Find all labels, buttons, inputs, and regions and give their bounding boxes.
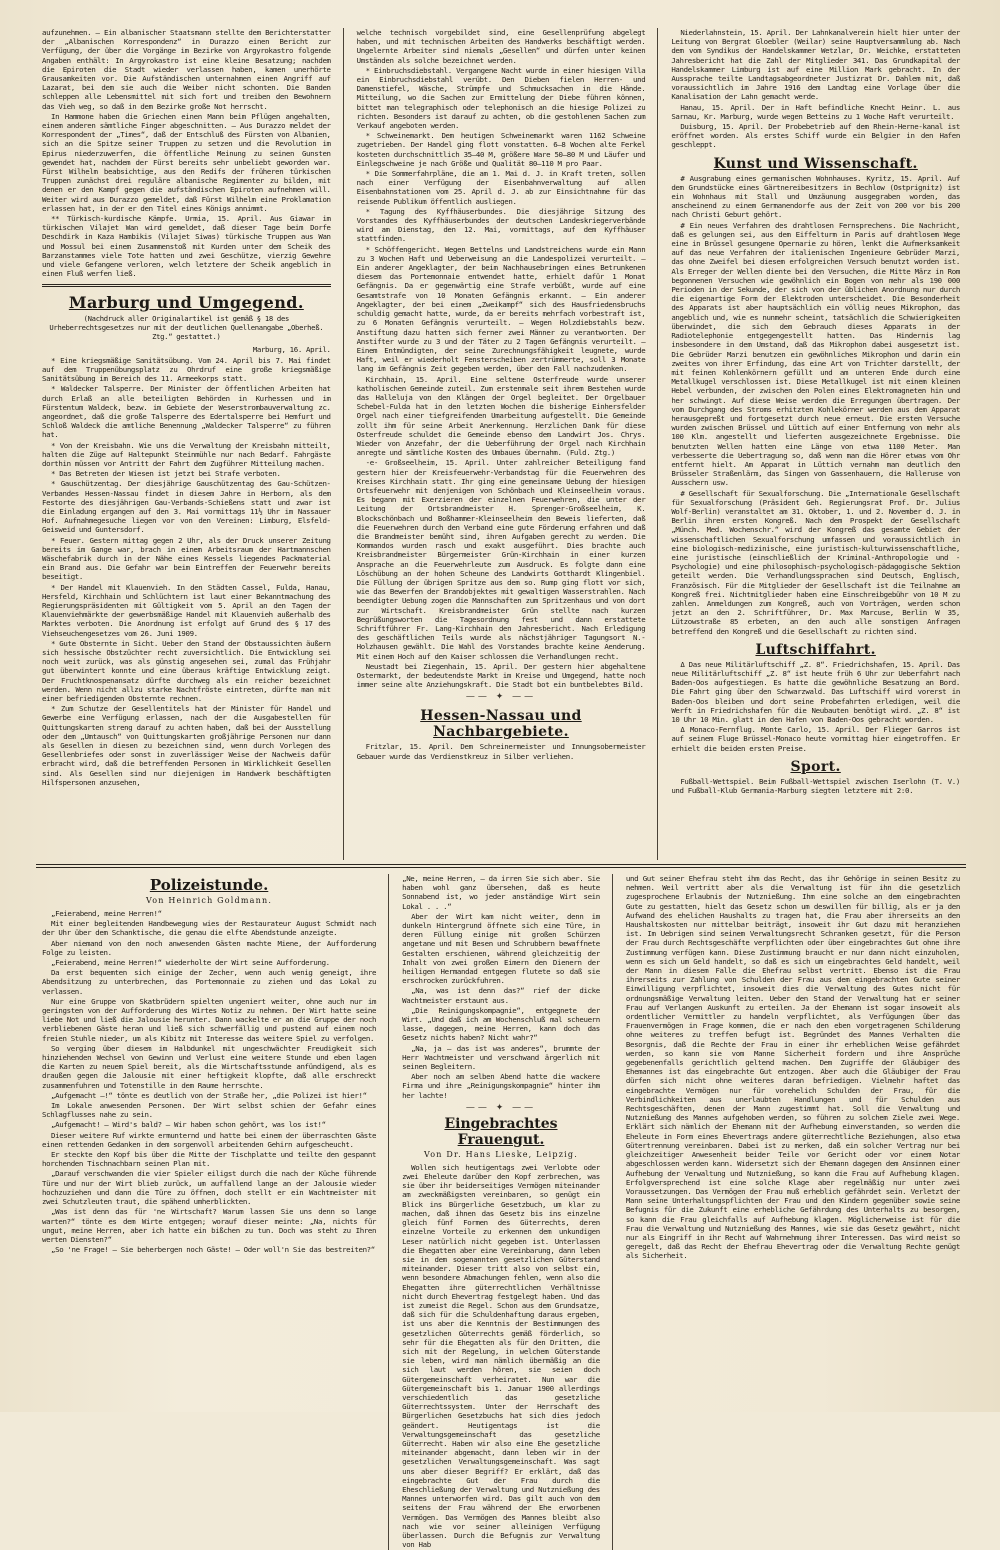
section-divider: [36, 864, 966, 868]
feuilleton-column-3: [620, 874, 966, 1550]
article-wiesen: * Das Betreten der Wiesen ist jetzt bei Strafe verboten.: [51, 469, 281, 479]
story-title-polizeistunde: Polizeistunde.: [149, 876, 269, 894]
article-kyffhaeuser: * Tagung des Kyffhäuserbundes. Die diesjährige Sitzung des Vorstandes des Kyffhäuserbundes der deutschen Landeskriegerverbände wird am Dienstag, den 12. Mai, vormittags, auf dem Kyffhäuser stattfinden.: [356, 206, 646, 244]
section-heading-marburg: Marburg und Umgegend.: [68, 293, 304, 313]
article-klauenvieh: * Der Handel mit Klauenvieh. In den Städten Cassel, Fulda, Hanau, Hersfeld, Kirchhain und Schlüchtern ist laut einer Bekanntmachung des Regierungspräsidenten mit Gültigkeit vom 5. April an den Tagen der Klauenviehmärkte der gewerbsmäßige Handel mit Klauenvieh außerhalb des Marktes verboten. Die Anordnung ist erfolgt auf Grund des § 17 des Viehseuchengesetzes vom 26. Juni 1909.: [42, 582, 331, 638]
section-heading-luftschiffahrt: Luftschiffahrt.: [755, 641, 876, 658]
story-paragraph: „Aufgemacht –!“ tönte es deutlich von der Straße her, „die Polizei ist hier!“: [51, 1090, 367, 1100]
article-turkish-kurdish: ** Türkisch-kurdische Kämpfe. Urmia, 15. April. Aus Giawar im türkischen Vilajet Wan wird gemeldet, daß dieser Tage beim Dorfe Deschdirk in Kaza Hambikis (Vilajet Siwas) türkische Truppen aus Wan und Mossul bei einem Zusammenstoß mit Kurden unter dem Scheik des Barzanstammes viele Tote hatten und zwei Geschütze, vierzig Gewehre und viele Gefangene verloren, welch letztere der Scheik angeblich in einen Fluß werfen ließ.: [42, 214, 331, 279]
story-paragraph: Aber niemand von den noch anwesenden Gästen machte Miene, der Aufforderung Folge zu leisten.: [42, 938, 377, 957]
story-paragraph: Mit einer begleitenden Handbewegung wies der Restaurateur August Schmidt nach der Uhr über dem Schanktische, die genau die elfte Abendstunde anzeigte.: [42, 919, 377, 938]
dateline: Marburg, 16. April.: [252, 345, 331, 355]
column-3: [665, 28, 966, 860]
story-paragraph: So verging über diesem im Halbdunkel mit ungeschwächter Freudigkeit sich hinziehenden Wechsel von Gewinn und Verlust eine weitere Stunde und eben lagen die Karten zu neuem Spiel bereit, als die Wirtschaftsstunde anfündigend, als es draußen gegen die Jalousie mit einer heftigkeit klopfte, daß alle erschreckt zusammenfuhren und Totenstille in dem Raume herrschte.: [42, 1043, 377, 1090]
article-hanau: Hanau, 15. April. Der in Haft befindliche Knecht Heinr. L. aus Sarnau, Kr. Marburg, wurde wegen Betteins zu 1 Woche Haft verurteilt.: [671, 102, 960, 121]
story-paragraph: Er steckte den Kopf bis über die Mitte der Tischplatte und teilte den gespannt horchenden Tischnachbarn seinen Plan mit.: [42, 1150, 377, 1169]
ornament-divider: —— ✦ ——: [465, 692, 537, 703]
article-title-frauengut: Eingebrachtes Frauengut.: [444, 1115, 558, 1148]
section-heading-sport: Sport.: [790, 758, 841, 775]
article-grossseelheim: -e- Großseelheim, 15. April. Unter zahlreicher Beteiligung fand gestern hier der Kreisfeuerwehr-Verbandstag für die Feuerwehren des Kreises Kirchhain statt. Ihr ging eine gemeinsame Uebung der hiesigen Ortsfeuerwehr mit denjenigen von Schönbach und Kleinseelheim voraus. Es begann mit Exerzieren der einzelnen Feuerwehren, die unter der Leitung der Ortsbrandmeister H. Sprenger-Großseelheim, K. Blockschönbach und Boßhammer-Kleinseelheim den Beweis lieferten, daß die Feuerwehren durch den Verband eine gute Förderung erfahren und daß die Brandmeister bemüht sind, ihren Aufgaben gerecht zu werden. Die Kommandos wurden rasch und exakt ausgeführt. Dies brachte auch Kreisbrandmeister Bürgermeister Grün-Kirchhain in einer kurzen Ansprache an die Feuerwehrleute zum Ausdruck. Es folgte dann eine Löschübung an der hohen Scheune des Landwirts Gotthardt Klingenbiel. Die Füllung der übrigen Spritze aus dem so. Rump ging flott vor sich, wie das Bewerfen der Brandobjektes mit gewaltigen Wasserstrahlen. Nach beendigter Uebung zogen die Mannschaften zum Spritzenhaus und von dort zur Wirtschaft. Kreisbrandmeister Grün stellte nach kurzen Begrüßungsworten die Tagesordnung fest und dann erstattete Schriftführer Fr. Lang-Kirchhain den Jahresbericht. Nach Erledigung des geschäftlichen Teils wurde als nächstjähriger Tagungsort N.-Holzhausen gewählt. Die Wahl des Vorstandes brachte keine Aenderung. Mit einem Hoch auf den Kaiser schlossen die Verhandlungen recht.: [356, 458, 646, 661]
article-schoeffengericht: * Schöffengericht. Wegen Bettelns und Landstreichens wurde ein Mann zu 3 Wochen Haft und Ueberweisung an die Landespolizei verurteilt. – Ein anderer Angeklagter, der beim Nachhausebringen eines Betrunkenen diesem das Portemonnaie entwendet hatte, erhielt dafür 1 Monat Gefängnis. Da er gegenwärtig eine Strafe verbüßt, wurde auf eine Gesamtstrafe von 10 Monaten Gefängnis erkannt. – Ein anderer Angeklagter, der bei einem „Zweikampf“ sich des Hausfriedensbruchs schuldig gemacht hatte, wurde, da er bereits mehrfach vorbestraft ist, zu 6 Monaten Gefängnis verurteilt. – Wegen Holzdiebstahls bezw. Anstiftung dazu hatten sich ferner zwei Männer zu verantworten. Der Anstifter wurde zu 3 und der Täter zu 2 Tagen Gefängnis verurteilt. – Einem Entmündigten, der seine Zurechnungsfähigkeit leugnete, wurde Haft, weil er wiederholt Fensterscheiben zertrümmerte, soll 3 Monate lang im Gefängnis Zeit gegeben werden, über den Fall nachzudenken.: [356, 244, 646, 374]
article-militaerluftschiff: Δ Das neue Militärluftschiff „Z. 8“. Friedrichshafen, 15. April. Das neue Militärluftschiff „Z. 8“ ist heute früh 6 Uhr zur Ueberfahrt nach Baden-Oos aufgestiegen. Es hatte die gewöhnliche Besatzung an Bord. Die Fahrt ging über den Schwarzwald. Das Luftschiff wird vorerst in Baden-Oos bleiben und dort seine Probefahrten erledigen, weil die Werft in Friedrichshafen für die Neubauten benötigt wird. „Z. 8“ ist 10 Uhr 10 Min. glatt in den Hafen von Baden-Oos gebracht worden.: [671, 659, 960, 725]
column-1: [36, 28, 337, 860]
story-paragraph: „Die Reinigungskompagnie“, entgegnete der Wirt. „Und daß ich am Wochenschluß mal scheuern lasse, dagegen, meine Herren, kann doch das Gesetz nichts haben? Nicht wahr?“: [402, 1005, 600, 1043]
upper-section: [36, 28, 966, 860]
article-kreisbahn: * Von der Kreisbahn. Wie uns die Verwaltung der Kreisbahn mitteilt, halten die Züge auf Haltepunkt Steinmühle nur nach Bedarf. Fahrgäste dorthin müssen vor Antritt der Fahrt dem Zugführer Mitteilung machen.: [42, 440, 331, 468]
article-sommerfahrplaene: * Die Sommerfahrpläne, die am 1. Mai d. J. in Kraft treten, sollen nach einer Verfügung der Eisenbahnverwaltung auf allen Eisenbahnstationen vom 25. April d. J. ab zur Einsichtnahme für das reisende Publikum öffentlich ausliegen.: [356, 169, 646, 206]
section-heading-kunst: Kunst und Wissenschaft.: [713, 155, 918, 172]
ornament-divider: —— ✦ ——: [465, 1102, 537, 1113]
feuilleton-column-1: [36, 874, 382, 1550]
story-paragraph: Da erst bequemten sich einige der Zecher, wenn auch wenig geneigt, ihre Abendsitzung zu unterbrechen, das Portemonnaie zu ziehen und das Lokal zu verlassen.: [42, 968, 377, 996]
article-feuer: * Feuer. Gestern mittag gegen 2 Uhr, als der Druck unserer Zeitung bereits im Gange war, brach in einem Arbeitsraum der Hartmannschen Wäschefabrik durch in der Nähe eines Kessels liegendes Packmaterial ein Brand aus. Die Gefahr war beim Eintreffen der Feuerwehr bereits beseitigt.: [42, 535, 331, 582]
story-paragraph: „So 'ne Frage! – Sie beherbergen noch Gäste! – Oder woll'n Sie das bestreiten?“: [51, 1245, 375, 1255]
story-paragraph: „Ne, meine Herren, – da irren Sie sich aber. Sie haben wohl ganz übersehen, daß es heute Sonnabend ist, wo jeder anständige Wirt sein Lokal . . .“: [402, 874, 600, 911]
story-paragraph: „Na, ja – das ist was anderes“, brummte der Herr Wachtmeister und verschwand ärgerlich mit seinen Begleitern.: [402, 1043, 600, 1072]
article-monaco-fernflug: Δ Monaco-Fernflug. Monte Carlo, 15. April. Der Flieger Garros ist auf seinem Fluge Brüssel-Monaco heute vormittag hier eingetroffen. Er erhielt die beiden ersten Preise.: [671, 725, 960, 753]
story-paragraph: „Darauf verschwanden die vier Spieler eiligst durch die nach der Küche führende Türe und nur der Wirt blieb zurück, um auffallend lange an der Jalousie wieder hochzuziehen und dann die Türe zu öffnen, doch stellt er ein Wachtmeister mit zwei Schutzleuten traut, die spähend umherblickten.: [42, 1169, 377, 1207]
reprint-notice: (Nachdruck aller Originalartikel ist gemäß § 18 des Urheberrechtsgesetzes nur mit der deutlichen Quellenangabe „Oberheß. Ztg.“ gestattet.): [49, 314, 324, 342]
article-niederlahnstein: Niederlahnstein, 15. April. Der Lahnkanalverein hielt hier unter der Leitung von Bergrat Gloebler (Weilar) seine Hauptversammlung ab. Nach dem vom Syndikus der Handelskammer Wetzlar, Dr. Weichke, erstatteten Jahresbericht hat die Zahl der Mitglieder 341. Das Grundkapital der Handelskammer Limburg ist auf eine Million Mark gebracht. In der Aussprache teilte Landtagsabgeordneter Justizrat Dr. Dahlem mit, daß voraussichtlich im Jahre 1916 dem Landtag eine Vorlage über die Kanalisation der Lahn gemacht werde.: [671, 28, 960, 102]
article-sexualforschung: # Gesellschaft für Sexualforschung. Die „Internationale Gesellschaft für Sexualforschung (Präsident Geh. Regierungsrat Prof. Dr. Julius Wolf-Berlin) veranstaltet am 31. Oktober, 1. und 2. November d. J. in Berlin ihren ersten Kongreß. Nach dem Prospekt der Gesellschaft „Münch. Med. Wochenschr.“ wird der Kongreß das gesamte Gebiet der wissenschaftlichen Sexualforschung umfassen und voraussichtlich in eine biologisch-medizinische, eine juristisch-kulturwissenschaftliche, eine juristische (einschließlich der Kriminal-Anthropologie und -Psychologie) und eine philosophisch-psychologisch-pädagogische Sektion geteilt werden. Die Verhandlungssprachen sind Deutsch, Englisch, Französisch. Für die Mitglieder der Gesellschaft ist die Teilnahme am Kongreß frei. Nichtmitglieder haben eine Einschreibgebühr von 10 M zu zahlen. Anmeldungen zum Kongreß, auch von Vorträgen, werden schon jetzt an den 2. Schriftführer, Dr. Max Marcuse, Berlin W 35, Lützowstraße 85 erbeten, an den auch alle sonstigen Anfragen betreffend den Kongreß und die Gesellschaft zu richten sind.: [671, 488, 960, 636]
article-ausgrabung: # Ausgrabung eines germanischen Wohnhauses. Kyritz, 15. April. Auf dem Grundstücke eines Gärtnereibesitzers in Bechlow (Ostprignitz) ist ein Wohnhaus mit Stall und Umzäunung ausgegraben worden, das anscheinend zu einem Germanendorfe aus der Zeit von 200 vor bis 200 nach Christi Geburt gehört.: [671, 173, 960, 220]
feuilleton-column-2: [396, 874, 606, 1550]
article-duisburg: Duisburg, 15. April. Der Probebetrieb auf dem Rhein-Herne-kanal ist eröffnet worden. Als erstes Schiff wurde ein Belgier in den Hafen geschleppt.: [671, 122, 960, 150]
article-gesellentitel: * Zum Schutze der Gesellentitels hat der Minister für Handel und Gewerbe eine Verfügung erlassen, nach der die Ausgabestellen für Quittungskarten streng darauf zu achten haben, daß bei der Ausstellung oder dem „Umtausch“ von Quittungskarten großjährige Personen nur dann als Gesellen in diesen zu bezeichnen sind, wenn durch Vorlegen des Gesellenbriefes oder sonst in zuverlässiger Weise der Nachweis dafür erbracht wird, daß die betreffenden Personen in Wirklichkeit Gesellen sind. Als Gesellen sind nur diejenigen im Handwerk beschäftigten Hilfspersonen anzusehen,: [42, 704, 331, 787]
story-paragraph: Nur eine Gruppe von Skatbrüdern spielten ungeniert weiter, ohne auch nur im geringsten von der Aufforderung des Wirtes Notiz zu nehmen. Der Wirt hatte seine liebe Not und ließ die Jalousie herunter. Dann wackelte er an die Gruppe der noch verbliebenen Gäste heran und ließ sich schwerfällig und pustend auf einem noch freien Stuhle nieder, um als Kibitz mit Interesse das weitere Spiel zu verfolgen.: [42, 996, 377, 1043]
feuilleton-section: [36, 874, 966, 1550]
story-paragraph: „Feierabend, meine Herren!“: [51, 909, 162, 918]
article-einbruch: * Einbruchsdiebstahl. Vergangene Nacht wurde in einer hiesigen Villa ein Einbruchsdiebstahl verübt. Den Dieben fielen Herren- und Damenstiefel, Wäsche, Strümpfe und Schmucksachen in die Hände. Mitteilung, wo die Sachen zur Ermittelung der Diebe führen können, bittet man telegraphisch oder telephonisch an die hiesige Polizei zu richten. Besonders ist darauf zu achten, ob die gestohlenen Sachen zum Verkauf angeboten werden.: [356, 65, 646, 131]
story-paragraph: Aber der Wirt kam nicht weiter, denn im dunkeln Hintergrund öffnete sich eine Türe, in deren Füllung einige mit großen Schürzen angetane und mit Besen und Schrubbern bewaffnete Gestalten erschienen, während gleichzeitig der Inhalt von zwei großen Eimern den Dienern der heiligen Hermandad entgegen flutete so daß sie erschrocken zurückfuhren.: [402, 911, 600, 986]
article-fernsprechen: # Ein neues Verfahren des drahtlosen Fernsprechens. Die Nachricht, daß es gelungen sei, aus dem Eiffelturm in Paris auf drahtlosem Wege eine in Brüssel gesungene Opernarie zu hören, lenkt die Aufmerksamkeit auf das neue Verfahren der italienischen Ingenieure Gebrüder Marzi, das ohne Zweifel bei diesem erfolgreichen Versuch benutzt worden ist. Als Erreger der Wellen diente bei den Versuchen, die Mitte März in Rom begonnenen Versuchen wie gewöhnlich ein Bogen von mehr als 190 000 Perioden in der Sekunde, der sich von der üblichen Anordnung nur durch die eigenartige Form der Elektroden unterscheidet. Die Besonderheit des Apparats ist aber hauptsächlich ein völlig neues Mikrophon, das angeblich und, wie es nunmehr scheint, tatsächlich die Schwierigkeiten überwindet, die sich dem Gebrauch dieses Apparats in der Radiotelephonie entgegengestellt hatten. Das Hindernis lag insbesondere in dem Umstand, daß das Mikrophon dabei ausgesetzt ist. Die Gebrüder Marzi benutzen ein gewöhnliches Mikrophon und darin ein zweites von ihrer Erfindung, das eine Art von Trichter darstellt, der mit feinen Kohlenkörnern gefüllt und am unteren Ende durch eine Metallkugel verschlossen ist. Diese Metallkugel ist mit einem kleinen Hebel verbunden, der zwischen den Polen eines Elektromagneten hin und her schwingt. Auf diese Weise werden die Erregungen übertragen. Der vom Durchgang des Stroms erhitzten Kohlekörner werden aus dem Apparat herausgepreßt und fortgesetzt durch neue erneut. Die ersten Versuche wurden zwischen Brüssel und Lüttich auf einer Entfernung von mehr als 100 Klm. angestellt und lieferten ausgezeichnete Ergebnisse. Die benutzten Wellen hatten eine Länge von etwa 1100 Meter. Man verbesserte die Uebertragung so, daß wenn man die Hörer etwas vom Ohr entfernt hielt. Am Apparat in Lüttich vernahm man deutlich den Brüsseler Straßenlärm, das Singen von Gassenhauern, die Halleruse von Ausschern usw.: [671, 220, 960, 488]
story-paragraph: Aber noch am selben Abend hatte die wackere Firma und ihre „Reinigungskompagnie“ hinter ihm her lachte!: [402, 1072, 600, 1100]
story-byline: Von Heinrich Goldmann.: [146, 896, 273, 905]
column-2: [351, 28, 652, 860]
article-byline: Von Dr. Hans Lieske, Leipzig.: [424, 1149, 578, 1159]
article-neustadt: Neustadt bei Ziegenhain, 15. April. Der gestern hier abgehaltene Ostermarkt, der bedeutendste Markt im Kreise und Umgegend, hatte noch immer seine alte Anziehungskraft. Die Stadt bot ein buntbelebtes Bild.: [356, 661, 646, 690]
article-obsternte: * Gute Obsternte in Sicht. Ueber den Stand der Obstaussichten äußern sich hessische Obstzüchter recht zuversichtlich. Die Entwicklung sei noch weit zurück, was als günstig angesehen sei, zumal das Frühjahr gut überwintert konnte und eine überaus kräftige Entwicklung zeigt. Der Fruchtknospenansatz dürfte durchweg als ein reicher bezeichnet werden. Wenn nicht allzu starke Nachtfröste eintreten, dürfte man mit einer befriedigenden Obsternte rechnen.: [42, 638, 331, 703]
article-gesellen-cont: welche technisch vorgebildet sind, eine Gesellenprüfung abgelegt haben, und mit technischen Arbeiten des Handwerks beschäftigt werden. Ungelernte Arbeiter sind niemals „Gesellen“ und dürfen unter keinen Umständen als solche bezeichnet werden.: [356, 28, 646, 65]
story-paragraph: Dieser weitere Ruf wirkte ermunternd und hatte bei einem der überraschten Gäste einen rettenden Gedanken in dem sorgenvoll arbeitenden Gehirn aufgescheucht.: [42, 1130, 377, 1149]
article-albania: aufzunehmen. – Ein albanischer Staatsmann stellte dem Berichterstatter der „Albanischen Korrespondenz“ in Durazzo einen Bericht zur Verfügung, der über die Vorgänge im Bezirke von Argyrokastro folgende Angaben enthält: In Argyrokastro ist eine kleine Besatzung; nachdem die Epiroten die Stadt wieder verlassen haben, kamen unerhörte Grausamkeiten vor. Die Aufständischen unternahmen einen Angriff auf Lazarat, bei dem sie auch die Weiber nicht schonten. Die Banden schleppen alle Lebensmittel mit sich fort und treiben den Bewohnern das Vieh weg, so daß in dem Bezirke große Not herrscht.: [42, 28, 331, 111]
article-talsperre: * Waldecker Talsperre. Der Minister der öffentlichen Arbeiten hat durch Erlaß an alle beteiligten Behörden in Kurhessen und im Fürstentum Waldeck, bezw. im Gebiete der Weserstrombauverwaltung zc. angeordnet, daß die große Talsperre des Edertalsperre bei Hemfurt und Schloß Waldeck die amtliche Benennung „Waldecker Talsperre“ zu führen hat.: [42, 384, 331, 440]
article-schweinemarkt: * Schweinemarkt. Dem heutigen Schweinemarkt waren 1162 Schweine zugetrieben. Der Handel ging flott vonstatten. 6–8 Wochen alte Ferkel kosteten durchschnittlich 35–40 M, größere Ware 50–80 M und Läufer und Einlegschweine je nach Größe und Qualität 80–110 M pro Paar.: [356, 131, 646, 168]
story-paragraph: „Aufgemacht! – Wird's bald? – Wir haben schon gehört, was los ist!“: [51, 1120, 326, 1130]
article-kirchhain: Kirchhain, 15. April. Eine seltene Osterfreude wurde unserer katholischen Gemeinde zuteil. Zum erstenmale seit ihrem Bestehen wurde das Halleluja von den Klängen der Orgel begleitet. Der Orgelbauer Schebel-Fulda hat in den letzten Wochen die bisherige Einhersfelder Orgel nach einer tiefgreifenden Umarbeitung aufgestellt. Die Gemeinde zollt ihm für seine Arbeit Anerkennung. Herzlichen Dank für diese Osterfreude schuldet die Gemeinde ebenso dem Landwirt Jos. Chrys. Wieder von Anzefahr, der die Ueberführung der Orgel nach Kirchhain anregte und sämtliche Kosten des Umbaues übernahm. (Fuld. Ztg.): [356, 374, 646, 458]
article-frauengut-cont: und Gut seiner Ehefrau steht ihm das Recht, das ihr Gehörige in seinen Besitz zu nehmen. Weil vertritt aber als die Verwaltung ist für ihn die gesetzlich zugesprochene Erlaubnis der Nutznießung. Ihm eine solche an dem eingebrachten Gute zu gestatten, hielt das Gesetz schon um deswillen für billig, als er ja den Aufwand des ehelichen Haushalts zu tragen hat, die Frau aber ihrerseits an den Haushaltskosten nur mittelbar beiträgt, insoweit ihr Gut dazu mit heranziehen ist. Im Uebrigen sind seinem Verwaltungsrecht Schranken gesetzt, für die Person der Frau durch Rechtsgeschäfte verpflichten oder über eingebrachtes Gut ohne ihre Zustimmung verfügen kann. Diese Zustimmung braucht er nur dann nicht einzuholen, wenn es sich um Geld handelt, so daß es sich um eingebrachtes Geld handelt, weil der Mann in diesem Falle die Ehefrau selbst vertritt. Ebenso ist die Frau ihrerseits zur Zahlung von Schulden der Frau aus dem eingebrachten Gute seiner Einwilligung verpflichtet, insoweit dies die Verwaltung des Gutes nicht für ordnungsmäßige Verwaltung leiten. Ueber den Stand der Verwaltung hat er seiner Frau auf Verlangen Auskunft zu erteilen. Ja der Ehemann ist sogar insoweit als ordentlicher Vermittler zu handeln verpflichtet, als Verfügungen über das Frauenvermögen in Frage kommen, die er nach den eben vorgetragenen Schilderung ohne weiteres zu treffen befugt ist. Begründet des Mannes Verhalten die Besorgnis, daß die Rechte der Frau in einer ihr erheblichen Weise gefährdet werden, so kann sie vom Manne Sicherheit fordern und ihre Ansprüche gegebenenfalls gerichtlich geltend machen. Dem Zugriffe der Gläubiger des Ehemannes ist das eingebrachte Gut entzogen. Aber auch die Gläubiger der Frau dürfen sich nicht ohne weiteres daran befriedigen. Vielmehr haftet das eingebrachte Vermögen nur für vorehelich Schulden der Frau, für die Verbindlichkeiten aus unerlaubten Handlungen und für Schulden aus Rechtsgeschäften, denen der Mann zugestimmt hat. Soll die Verwaltung und Nutznießung des Mannes aufgehoben werden, so führen zu solchem Ziele zwei Wege. Erklärt sich nämlich der Ehemann mit der Aufhebung einverstanden, so werden die Eheleute in Form eines Ehevertrags andere güterrechtliche Beziehungen, also etwa Gütertrennung vereinbaren. Dabei ist zu merken, daß ein solcher Vertrag nur bei gleichzeitiger Anwesenheit beider Teile vor Gericht oder vor einem Notar abgeschlossen werden kann. Widersetzt sich der Ehemann dagegen dem Ansinnen einer Aufhebung der Verwaltung und Nutznießung, so kann die Frau auf Aufhebung klagen. Erfolgversprechend ist eine solche Klage aber regelmäßig nur unter zwei Voraussetzungen. Das Vermögen der Frau muß erheblich gefährdet sein. Verletzt der Mann seine Unterhaltungspflichten der Frau und den Kindern gegenüber sowie seine Befugnis für die Zukunft eine erhebliche Gefährdung des Unterhalts zu besorgen, so kann die Frau gleichfalls auf Aufhebung klagen. Möglicherweise ist für die Frau die Verwaltung und Nutznießung des Mannes, wie sie das Gesetz gewährt, nicht nur als Eingriff in ihr Recht auf Wahrnehmung ihrer Interessen. Das wird meist so geregelt, daß das Recht der Ehefrau Ehevertrag oder die Verwaltung Rechte genügt als Sicherheit.: [625, 874, 960, 1261]
story-paragraph: Im Lokale anwesenden Personen. Der Wirt selbst schien der Gefahr eines Schlagflusses nahe zu sein.: [42, 1101, 377, 1120]
story-paragraph: „Was ist denn das für 'ne Wirtschaft? Warum lassen Sie uns denn so lange warten?“ tönte es dem Wirte entgegen; worauf dieser meinte: „Na, nichts für ungut, meine Herren, aber ich hatte ein bißchen zu tun. Doch was steht zu Ihren werten Diensten?“: [42, 1207, 377, 1244]
section-heading-hessen-nassau: Hessen-Nassau und Nachbargebiete.: [420, 708, 582, 741]
article-gauschuetzentag: * Gauschützentag. Der diesjährige Gauschützentag des Gau-Schützen-Verbandes Hessen-Nassau findet in diesem Jahre in Herborn, als dem Festorte des diesjährigen Gau-Verbands-Schießens statt und zwar ist die Einladung ergangen auf den 3. Mai vormittags 11½ Uhr im Nassauer Hof. Aufnahmegesuche liegen vor von den Vereinen: Limburg, Elsfeld-Geisweid und Guntersdorf.: [42, 479, 331, 535]
divider: [42, 284, 331, 287]
story-paragraph: „Na, was ist denn das?“ rief der dicke Wachtmeister erstaunt aus.: [402, 986, 600, 1005]
article-sanitaetsuebung: * Eine kriegsmäßige Sanitätsübung. Vom 24. April bis 7. Mai findet auf dem Truppenübungsplatz zu Ohrdruf eine große kriegsmäßige Sanitätsübung im Bereich des 11. Armeekorps statt.: [42, 355, 331, 384]
article-fussball: Fußball-Wettspiel. Beim Fußball-Wettspiel zwischen Iserlohn (T. V.) und Fußball-Klub Germania-Marburg siegten letztere mit 2:0.: [671, 776, 960, 796]
story-paragraph: „Feierabend, meine Herren!“ wiederholte der Wirt seine Aufforderung.: [51, 958, 330, 968]
article-frauengut-text: Wollen sich heutigentags zwei Verlobte oder zwei Eheleute darüber den Kopf zerbrechen, was sie über ihr beiderseitiges Vermögen miteinander am zweckmäßigsten vereinbaren, so genügt ein Blick ins Bürgerliche Gesetzbuch, um klar zu machen, daß ihnen das Gesetz bis ins einzelne gleich fünf Formen des Güterrechts, deren einzelne Vorteile zu erkennen dem unkundigen Leser natürlich nicht gegeben ist. Unterlassen die Ehegatten aber eine Vereinbarung, dann leben sie in dem sogenannten gesetzlichen Güterstand miteinander. Dieser tritt also von selbst ein, wenn besondere Abmachungen fehlen, wenn also die Ehegatten ihre güterrechtlichen Verhältnisse nicht durch Ehevertrag festgelegt haben. Und das ist zumeist die Regel. Schon aus dem Grundsatze, daß sich für die Schuldenhaftung daraus ergeben, ist uns aber die Kenntnis der Bestimmungen des gesetzlichen Güterrechts gemäß förderlich, so sehr für die Ehegatten als für den Dritten, die sich mit der Regelung, in welchem Güterstande sie leben, wird man nämlich übermäßig an die sich laut werden hören, sie seien doch Gütergemeinschaft verheiratet. Nun war die Gütergemeinschaft bis 1. Januar 1900 allerdings verschiedentlich das gesetzliche Güterrechtssystem. Unter der Herrschaft des Bürgerlichen Gesetzbuchs hat sich dies jedoch geändert. Heutigentags ist die Verwaltungsgemeinschaft das gesetzliche Güterrecht. Haben wir also eine Ehe gesetzliche miteinander abgemacht, dann leben wir in der gesetzlichen Verwaltungsgemeinschaft. Was sagt uns aber dieser Begriff? Er erklärt, daß das eingebrachte Gut der Frau durch die Eheschließung der Verwaltung und Nutznießung des Mannes unterworfen wird. Das gilt auch von dem seitens der Frau während der Ehe erworbenen Vermögen. Das Vermögen des Mannes bleibt also nach wie vor seiner alleinigen Verfügung überlassen. Durch die Befugnis zur Verwaltung von Hab: [402, 1162, 600, 1550]
article-albania-cont: In Hammone haben die Griechen einen Mann beim Pflügen angehalten, einem anderen sämtliche Finger abgeschnitten. – Aus Durazzo meldet der Korrespondent der „Times“, daß der Entschluß des Fürsten von Albanien, sich an die Spitze seiner Truppen zu setzen und die Revolution im Epirus niederzuwerfen, die öffentliche Meinung zu seinen Gunsten gewendet hat, nachdem der Fürst bereits sehr unbeliebt geworden war. Fürst Wilhelm beabsichtige, aus den Redifs der früheren türkischen Truppen zunächst drei reguläre albanische Regimenter zu bilden, mit denen er den Kampf gegen die aufständischen Epiroten aufnehmen will. Weiter wird aus Durazzo gemeldet, daß Fürst Wilhelm eine Proklamation erlassen hat, in der er den Titel eines Königs annimmt.: [42, 111, 331, 213]
article-fritzlar: Fritzlar, 15. April. Dem Schreinermeister und Innungsobermeister Gebauer wurde das Verdienstkreuz in Silber verliehen.: [356, 742, 646, 761]
